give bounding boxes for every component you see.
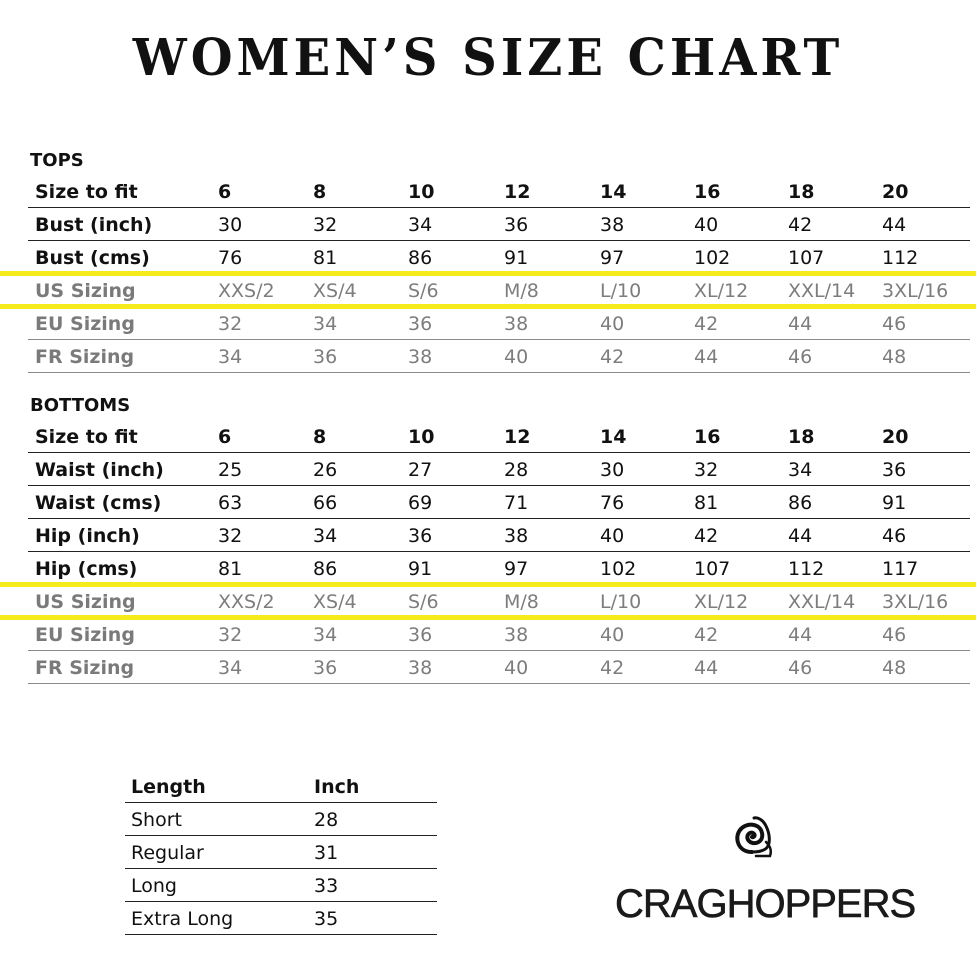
table-cell: 44	[694, 346, 719, 368]
table-cell: 36	[313, 657, 338, 679]
table-cell: 38	[408, 657, 433, 679]
table-cell: 71	[504, 492, 529, 514]
table-cell: 32	[313, 214, 338, 236]
table-cell: 107	[788, 247, 825, 269]
table-cell: 8	[313, 181, 327, 203]
table-cell: 38	[504, 313, 529, 335]
brand-name: CRAGHOPPERS	[615, 882, 916, 926]
length-table	[125, 770, 437, 935]
row-label: Hip (inch)	[35, 525, 140, 547]
table-cell: 97	[600, 247, 625, 269]
table-cell: 66	[313, 492, 338, 514]
table-cell: 102	[600, 558, 637, 580]
table-cell: XL/12	[694, 280, 749, 302]
table-cell: 48	[882, 657, 907, 679]
table-row	[28, 552, 970, 585]
row-label: EU Sizing	[35, 313, 135, 335]
table-cell: 30	[218, 214, 243, 236]
table-row	[28, 585, 970, 618]
table-cell: 36	[882, 459, 907, 481]
table-cell: 40	[600, 313, 625, 335]
table-cell: 38	[504, 624, 529, 646]
table-cell: 27	[408, 459, 433, 481]
row-label: Bust (inch)	[35, 214, 153, 236]
table-cell: 3XL/16	[882, 280, 949, 302]
table-cell: XXS/2	[218, 591, 275, 613]
table-cell: 44	[882, 214, 907, 236]
row-label: US Sizing	[35, 280, 136, 302]
ram-horn-icon	[730, 812, 780, 862]
table-cell: 117	[882, 558, 919, 580]
table-cell: 40	[600, 624, 625, 646]
table-cell: 34	[313, 313, 338, 335]
table-cell: 97	[504, 558, 529, 580]
table-cell: 28	[314, 809, 339, 831]
table-cell: 36	[313, 346, 338, 368]
table-cell: 36	[408, 525, 433, 547]
table-cell: L/10	[600, 591, 642, 613]
table-cell: XS/4	[313, 591, 357, 613]
length-header-row	[125, 770, 437, 803]
table-row	[28, 274, 970, 307]
table-cell: 16	[694, 181, 721, 203]
table-cell: 46	[788, 657, 813, 679]
table-row	[28, 241, 970, 274]
table-cell: 20	[882, 181, 909, 203]
table-cell: 63	[218, 492, 243, 514]
table-cell: 86	[788, 492, 813, 514]
table-cell: 36	[504, 214, 529, 236]
table-cell: 36	[408, 624, 433, 646]
tops-section-label: TOPS	[30, 150, 84, 171]
table-cell: 38	[504, 525, 529, 547]
table-cell: 33	[314, 875, 339, 897]
table-cell: 32	[218, 624, 243, 646]
length-row	[125, 836, 437, 869]
table-cell: 40	[504, 346, 529, 368]
table-cell: 16	[694, 426, 721, 448]
table-cell: 42	[694, 313, 719, 335]
table-cell: 42	[600, 346, 625, 368]
table-cell: 40	[600, 525, 625, 547]
table-cell: XXS/2	[218, 280, 275, 302]
table-cell: 46	[882, 313, 907, 335]
row-label: FR Sizing	[35, 657, 135, 679]
row-divider	[28, 683, 970, 685]
table-cell: Long	[131, 875, 177, 897]
table-cell: 35	[314, 908, 339, 930]
row-label: Size to fit	[35, 426, 138, 448]
row-label: Bust (cms)	[35, 247, 150, 269]
table-cell: 12	[504, 426, 531, 448]
table-cell: 86	[408, 247, 433, 269]
table-cell: 14	[600, 181, 627, 203]
table-cell: 42	[694, 525, 719, 547]
table-cell: XXL/14	[788, 280, 856, 302]
table-cell: 91	[504, 247, 529, 269]
table-cell: S/6	[408, 591, 439, 613]
table-row	[28, 208, 970, 241]
table-cell: 10	[408, 426, 435, 448]
table-cell: 6	[218, 426, 232, 448]
table-cell: M/8	[504, 591, 539, 613]
table-cell: 46	[882, 624, 907, 646]
table-cell: 48	[882, 346, 907, 368]
row-label: Hip (cms)	[35, 558, 138, 580]
table-cell: XL/12	[694, 591, 749, 613]
table-cell: 81	[313, 247, 338, 269]
table-cell: 81	[218, 558, 243, 580]
table-cell: XXL/14	[788, 591, 856, 613]
table-row	[28, 453, 970, 486]
table-cell: 28	[504, 459, 529, 481]
table-cell: 34	[408, 214, 433, 236]
row-label: US Sizing	[35, 591, 136, 613]
table-cell: 18	[788, 181, 815, 203]
table-cell: 91	[408, 558, 433, 580]
table-row	[28, 175, 970, 208]
table-row	[28, 420, 970, 453]
table-cell: L/10	[600, 280, 642, 302]
table-row	[28, 307, 970, 340]
row-divider	[125, 934, 437, 936]
table-row	[28, 618, 970, 651]
table-cell: 30	[600, 459, 625, 481]
table-cell: 42	[694, 624, 719, 646]
bottoms-section-label: BOTTOMS	[30, 395, 131, 416]
table-cell: 76	[218, 247, 243, 269]
table-cell: 112	[882, 247, 919, 269]
table-cell: 6	[218, 181, 232, 203]
table-cell: 76	[600, 492, 625, 514]
table-row	[28, 340, 970, 373]
table-cell: 26	[313, 459, 338, 481]
table-cell: 107	[694, 558, 731, 580]
table-cell: 69	[408, 492, 433, 514]
table-cell: 14	[600, 426, 627, 448]
table-cell: 42	[788, 214, 813, 236]
table-cell: 34	[788, 459, 813, 481]
table-row	[28, 651, 970, 684]
table-cell: 32	[218, 313, 243, 335]
table-cell: 81	[694, 492, 719, 514]
table-cell: 34	[218, 346, 243, 368]
table-cell: 40	[504, 657, 529, 679]
table-cell: 42	[600, 657, 625, 679]
table-row	[28, 486, 970, 519]
table-cell: 46	[882, 525, 907, 547]
table-cell: 20	[882, 426, 909, 448]
table-cell: 18	[788, 426, 815, 448]
table-cell: 12	[504, 181, 531, 203]
row-divider	[28, 372, 970, 374]
table-cell: 32	[694, 459, 719, 481]
table-cell: 44	[788, 525, 813, 547]
length-row	[125, 803, 437, 836]
table-cell: 38	[408, 346, 433, 368]
length-row	[125, 902, 437, 935]
row-label: Waist (cms)	[35, 492, 162, 514]
column-header: Inch	[314, 776, 360, 798]
table-cell: M/8	[504, 280, 539, 302]
highlight-line-top	[0, 271, 976, 276]
column-header: Length	[131, 776, 206, 798]
table-cell: 38	[600, 214, 625, 236]
brand-logo	[615, 812, 916, 932]
table-cell: 10	[408, 181, 435, 203]
table-cell: 8	[313, 426, 327, 448]
highlight-line-top	[0, 582, 976, 587]
bottoms-table	[28, 420, 970, 684]
table-cell: 46	[788, 346, 813, 368]
table-cell: 36	[408, 313, 433, 335]
row-label: Size to fit	[35, 181, 138, 203]
table-cell: 25	[218, 459, 243, 481]
row-label: EU Sizing	[35, 624, 135, 646]
row-label: FR Sizing	[35, 346, 135, 368]
table-cell: 44	[788, 624, 813, 646]
table-cell: S/6	[408, 280, 439, 302]
table-cell: Extra Long	[131, 908, 234, 930]
table-cell: 32	[218, 525, 243, 547]
length-row	[125, 869, 437, 902]
table-cell: 102	[694, 247, 731, 269]
table-cell: 91	[882, 492, 907, 514]
table-cell: 44	[694, 657, 719, 679]
table-row	[28, 519, 970, 552]
table-cell: Short	[131, 809, 182, 831]
table-cell: 34	[313, 525, 338, 547]
table-cell: 112	[788, 558, 825, 580]
row-label: Waist (inch)	[35, 459, 164, 481]
table-cell: 40	[694, 214, 719, 236]
table-cell: 31	[314, 842, 339, 864]
table-cell: XS/4	[313, 280, 357, 302]
table-cell: 34	[313, 624, 338, 646]
table-cell: 86	[313, 558, 338, 580]
table-cell: 34	[218, 657, 243, 679]
tops-table	[28, 175, 970, 373]
table-cell: 3XL/16	[882, 591, 949, 613]
page-title: WOMEN’S SIZE CHART	[132, 28, 844, 88]
table-cell: 44	[788, 313, 813, 335]
table-cell: Regular	[131, 842, 204, 864]
